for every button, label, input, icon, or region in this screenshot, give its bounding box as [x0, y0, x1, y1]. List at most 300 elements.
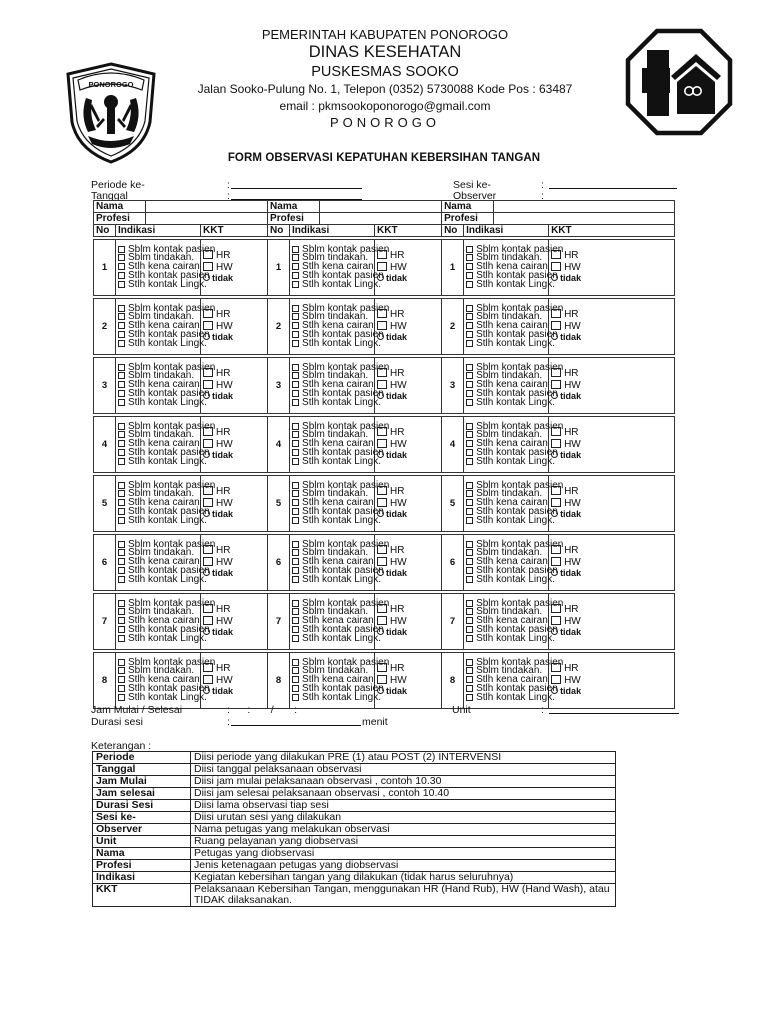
checkbox-icon[interactable] [292, 567, 299, 574]
checkbox-icon[interactable] [292, 667, 299, 674]
checkbox-icon[interactable] [203, 368, 213, 377]
checkbox-icon[interactable] [466, 499, 473, 506]
indikasi-option[interactable] [292, 691, 381, 703]
kkt-option-hr[interactable] [551, 309, 672, 321]
checkbox-icon[interactable] [203, 604, 213, 613]
kkt-option-hr[interactable] [551, 663, 672, 675]
checkbox-icon[interactable] [203, 309, 213, 318]
kkt-option-hw[interactable] [377, 380, 439, 392]
nama-field-1[interactable] [320, 201, 441, 212]
kkt-option-hr[interactable] [377, 309, 439, 321]
checkbox-icon[interactable] [118, 490, 125, 497]
kkt-option-hw[interactable] [377, 616, 439, 628]
checkbox-icon[interactable] [118, 676, 125, 683]
checkbox-icon[interactable] [203, 427, 213, 436]
checkbox-icon[interactable] [292, 617, 299, 624]
checkbox-icon[interactable] [466, 440, 473, 447]
checkbox-icon[interactable] [466, 567, 473, 574]
kkt-option-hr[interactable] [551, 368, 672, 380]
indikasi-option[interactable] [118, 691, 207, 703]
checkbox-icon[interactable] [118, 364, 125, 371]
checkbox-icon[interactable] [292, 390, 299, 397]
tanggal-field[interactable] [231, 189, 362, 200]
durasi-field[interactable] [231, 715, 361, 726]
checkbox-icon[interactable] [466, 659, 473, 666]
indikasi-option[interactable] [292, 573, 381, 585]
checkbox-icon[interactable] [292, 549, 299, 556]
indikasi-option[interactable] [466, 337, 555, 349]
kkt-option-hr[interactable] [203, 545, 265, 557]
kkt-option-hw[interactable] [377, 498, 439, 510]
checkbox-icon[interactable] [118, 617, 125, 624]
checkbox-icon[interactable] [118, 499, 125, 506]
checkbox-icon[interactable] [377, 262, 387, 271]
checkbox-icon[interactable] [292, 263, 299, 270]
kkt-option-hr[interactable] [377, 368, 439, 380]
checkbox-icon[interactable] [466, 541, 473, 548]
kkt-option-hw[interactable] [551, 262, 672, 274]
checkbox-icon[interactable] [203, 321, 213, 330]
checkbox-icon[interactable] [292, 440, 299, 447]
checkbox-icon[interactable] [118, 517, 125, 524]
checkbox-icon[interactable] [377, 675, 387, 684]
checkbox-icon[interactable] [203, 557, 213, 566]
checkbox-icon[interactable] [466, 431, 473, 438]
kkt-option-hw[interactable] [377, 321, 439, 333]
checkbox-icon[interactable] [292, 508, 299, 515]
checkbox-icon[interactable] [551, 380, 561, 389]
checkbox-icon[interactable] [292, 305, 299, 312]
kkt-option-tidak[interactable] [377, 627, 439, 639]
indikasi-option[interactable] [466, 278, 555, 290]
kkt-option-hw[interactable] [377, 557, 439, 569]
checkbox-icon[interactable] [292, 482, 299, 489]
radio-icon[interactable] [377, 451, 384, 458]
kkt-option-hr[interactable] [377, 663, 439, 675]
radio-icon[interactable] [203, 333, 210, 340]
radio-icon[interactable] [203, 510, 210, 517]
checkbox-icon[interactable] [118, 254, 125, 261]
radio-icon[interactable] [203, 392, 210, 399]
radio-icon[interactable] [377, 687, 384, 694]
checkbox-icon[interactable] [118, 322, 125, 329]
checkbox-icon[interactable] [118, 281, 125, 288]
kkt-option-tidak[interactable] [551, 509, 672, 521]
checkbox-icon[interactable] [466, 399, 473, 406]
radio-icon[interactable] [551, 451, 558, 458]
kkt-option-tidak[interactable] [377, 450, 439, 462]
checkbox-icon[interactable] [466, 635, 473, 642]
checkbox-icon[interactable] [466, 558, 473, 565]
radio-icon[interactable] [203, 628, 210, 635]
checkbox-icon[interactable] [377, 321, 387, 330]
kkt-option-tidak[interactable] [551, 332, 672, 344]
checkbox-icon[interactable] [118, 340, 125, 347]
checkbox-icon[interactable] [292, 600, 299, 607]
checkbox-icon[interactable] [551, 557, 561, 566]
checkbox-icon[interactable] [118, 541, 125, 548]
checkbox-icon[interactable] [466, 246, 473, 253]
kkt-option-tidak[interactable] [377, 391, 439, 403]
kkt-option-tidak[interactable] [377, 686, 439, 698]
checkbox-icon[interactable] [118, 694, 125, 701]
kkt-option-hw[interactable] [203, 557, 265, 569]
checkbox-icon[interactable] [118, 372, 125, 379]
checkbox-icon[interactable] [466, 263, 473, 270]
checkbox-icon[interactable] [203, 250, 213, 259]
kkt-option-tidak[interactable] [203, 686, 265, 698]
kkt-option-hw[interactable] [203, 439, 265, 451]
indikasi-option[interactable] [118, 514, 207, 526]
checkbox-icon[interactable] [466, 576, 473, 583]
kkt-option-hw[interactable] [551, 321, 672, 333]
checkbox-icon[interactable] [551, 604, 561, 613]
indikasi-option[interactable] [292, 337, 381, 349]
checkbox-icon[interactable] [551, 427, 561, 436]
checkbox-icon[interactable] [466, 281, 473, 288]
kkt-option-hw[interactable] [203, 616, 265, 628]
radio-icon[interactable] [551, 333, 558, 340]
checkbox-icon[interactable] [377, 309, 387, 318]
kkt-option-hr[interactable] [203, 604, 265, 616]
kkt-option-hw[interactable] [551, 675, 672, 687]
kkt-option-hw[interactable] [377, 439, 439, 451]
checkbox-icon[interactable] [118, 685, 125, 692]
radio-icon[interactable] [377, 274, 384, 281]
checkbox-icon[interactable] [377, 604, 387, 613]
checkbox-icon[interactable] [377, 557, 387, 566]
kkt-option-tidak[interactable] [203, 509, 265, 521]
kkt-option-tidak[interactable] [551, 627, 672, 639]
indikasi-option[interactable] [292, 632, 381, 644]
checkbox-icon[interactable] [118, 272, 125, 279]
checkbox-icon[interactable] [118, 600, 125, 607]
kkt-option-hw[interactable] [203, 262, 265, 274]
checkbox-icon[interactable] [292, 281, 299, 288]
checkbox-icon[interactable] [377, 486, 387, 495]
kkt-option-hw[interactable] [203, 321, 265, 333]
checkbox-icon[interactable] [292, 659, 299, 666]
checkbox-icon[interactable] [466, 331, 473, 338]
checkbox-icon[interactable] [466, 305, 473, 312]
checkbox-icon[interactable] [292, 490, 299, 497]
checkbox-icon[interactable] [377, 368, 387, 377]
checkbox-icon[interactable] [118, 381, 125, 388]
kkt-option-tidak[interactable] [203, 568, 265, 580]
unit-field[interactable] [549, 703, 679, 714]
checkbox-icon[interactable] [292, 246, 299, 253]
checkbox-icon[interactable] [551, 262, 561, 271]
checkbox-icon[interactable] [292, 685, 299, 692]
checkbox-icon[interactable] [118, 626, 125, 633]
checkbox-icon[interactable] [118, 458, 125, 465]
radio-icon[interactable] [377, 333, 384, 340]
checkbox-icon[interactable] [118, 449, 125, 456]
checkbox-icon[interactable] [118, 431, 125, 438]
periode-field[interactable] [231, 178, 362, 189]
kkt-option-hw[interactable] [203, 675, 265, 687]
kkt-option-hw[interactable] [551, 439, 672, 451]
kkt-option-hr[interactable] [203, 663, 265, 675]
checkbox-icon[interactable] [292, 340, 299, 347]
checkbox-icon[interactable] [203, 675, 213, 684]
radio-icon[interactable] [203, 687, 210, 694]
radio-icon[interactable] [377, 569, 384, 576]
checkbox-icon[interactable] [466, 272, 473, 279]
kkt-option-tidak[interactable] [203, 627, 265, 639]
checkbox-icon[interactable] [292, 694, 299, 701]
kkt-option-hr[interactable] [377, 486, 439, 498]
kkt-option-tidak[interactable] [551, 568, 672, 580]
checkbox-icon[interactable] [203, 545, 213, 554]
kkt-option-hw[interactable] [551, 616, 672, 628]
kkt-option-tidak[interactable] [377, 509, 439, 521]
checkbox-icon[interactable] [118, 390, 125, 397]
kkt-option-tidak[interactable] [551, 686, 672, 698]
kkt-option-tidak[interactable] [377, 273, 439, 285]
checkbox-icon[interactable] [292, 423, 299, 430]
checkbox-icon[interactable] [203, 498, 213, 507]
checkbox-icon[interactable] [377, 616, 387, 625]
checkbox-icon[interactable] [466, 423, 473, 430]
checkbox-icon[interactable] [292, 499, 299, 506]
checkbox-icon[interactable] [292, 608, 299, 615]
checkbox-icon[interactable] [203, 616, 213, 625]
kkt-option-hr[interactable] [203, 309, 265, 321]
indikasi-option[interactable] [466, 632, 555, 644]
indikasi-option[interactable] [118, 278, 207, 290]
checkbox-icon[interactable] [118, 567, 125, 574]
checkbox-icon[interactable] [466, 549, 473, 556]
checkbox-icon[interactable] [466, 626, 473, 633]
kkt-option-hr[interactable] [551, 486, 672, 498]
checkbox-icon[interactable] [466, 313, 473, 320]
kkt-option-hr[interactable] [203, 486, 265, 498]
indikasi-option[interactable] [292, 455, 381, 467]
checkbox-icon[interactable] [551, 486, 561, 495]
checkbox-icon[interactable] [292, 541, 299, 548]
indikasi-option[interactable] [292, 396, 381, 408]
kkt-option-hr[interactable] [551, 545, 672, 557]
checkbox-icon[interactable] [118, 423, 125, 430]
checkbox-icon[interactable] [551, 498, 561, 507]
checkbox-icon[interactable] [203, 663, 213, 672]
checkbox-icon[interactable] [118, 549, 125, 556]
indikasi-option[interactable] [466, 691, 555, 703]
kkt-option-hw[interactable] [377, 675, 439, 687]
checkbox-icon[interactable] [292, 626, 299, 633]
indikasi-option[interactable] [118, 573, 207, 585]
kkt-option-hr[interactable] [551, 427, 672, 439]
indikasi-option[interactable] [292, 278, 381, 290]
kkt-option-tidak[interactable] [203, 273, 265, 285]
radio-icon[interactable] [203, 451, 210, 458]
checkbox-icon[interactable] [377, 380, 387, 389]
checkbox-icon[interactable] [118, 482, 125, 489]
checkbox-icon[interactable] [551, 675, 561, 684]
profesi-field-0[interactable] [146, 213, 267, 224]
radio-icon[interactable] [551, 510, 558, 517]
checkbox-icon[interactable] [292, 458, 299, 465]
checkbox-icon[interactable] [118, 263, 125, 270]
checkbox-icon[interactable] [551, 545, 561, 554]
checkbox-icon[interactable] [466, 508, 473, 515]
kkt-option-hw[interactable] [551, 557, 672, 569]
kkt-option-hr[interactable] [377, 545, 439, 557]
checkbox-icon[interactable] [292, 372, 299, 379]
profesi-field-2[interactable] [494, 213, 674, 224]
checkbox-icon[interactable] [292, 322, 299, 329]
radio-icon[interactable] [203, 274, 210, 281]
checkbox-icon[interactable] [118, 635, 125, 642]
kkt-option-hr[interactable] [377, 250, 439, 262]
checkbox-icon[interactable] [118, 558, 125, 565]
checkbox-icon[interactable] [551, 321, 561, 330]
radio-icon[interactable] [551, 628, 558, 635]
checkbox-icon[interactable] [118, 399, 125, 406]
checkbox-icon[interactable] [292, 558, 299, 565]
checkbox-icon[interactable] [466, 482, 473, 489]
checkbox-icon[interactable] [466, 381, 473, 388]
checkbox-icon[interactable] [292, 576, 299, 583]
profesi-field-1[interactable] [320, 213, 441, 224]
radio-icon[interactable] [377, 628, 384, 635]
checkbox-icon[interactable] [292, 331, 299, 338]
checkbox-icon[interactable] [466, 372, 473, 379]
indikasi-option[interactable] [292, 514, 381, 526]
checkbox-icon[interactable] [466, 676, 473, 683]
checkbox-icon[interactable] [466, 449, 473, 456]
indikasi-option[interactable] [118, 632, 207, 644]
kkt-option-hw[interactable] [551, 498, 672, 510]
checkbox-icon[interactable] [551, 309, 561, 318]
checkbox-icon[interactable] [466, 458, 473, 465]
checkbox-icon[interactable] [466, 667, 473, 674]
checkbox-icon[interactable] [466, 685, 473, 692]
checkbox-icon[interactable] [118, 246, 125, 253]
radio-icon[interactable] [551, 392, 558, 399]
indikasi-option[interactable] [118, 337, 207, 349]
checkbox-icon[interactable] [118, 576, 125, 583]
checkbox-icon[interactable] [292, 272, 299, 279]
checkbox-icon[interactable] [118, 305, 125, 312]
kkt-option-hw[interactable] [377, 262, 439, 274]
checkbox-icon[interactable] [118, 331, 125, 338]
checkbox-icon[interactable] [292, 381, 299, 388]
checkbox-icon[interactable] [292, 254, 299, 261]
checkbox-icon[interactable] [466, 254, 473, 261]
indikasi-option[interactable] [466, 455, 555, 467]
radio-icon[interactable] [551, 569, 558, 576]
checkbox-icon[interactable] [466, 364, 473, 371]
nama-field-0[interactable] [146, 201, 267, 212]
checkbox-icon[interactable] [466, 694, 473, 701]
kkt-option-hr[interactable] [551, 250, 672, 262]
checkbox-icon[interactable] [292, 313, 299, 320]
checkbox-icon[interactable] [551, 439, 561, 448]
checkbox-icon[interactable] [377, 250, 387, 259]
checkbox-icon[interactable] [466, 340, 473, 347]
checkbox-icon[interactable] [466, 517, 473, 524]
indikasi-option[interactable] [118, 455, 207, 467]
jam-field[interactable]: : : / : [227, 704, 298, 716]
kkt-option-tidak[interactable] [551, 450, 672, 462]
radio-icon[interactable] [551, 687, 558, 694]
kkt-option-hw[interactable] [551, 380, 672, 392]
kkt-option-tidak[interactable] [203, 332, 265, 344]
checkbox-icon[interactable] [292, 364, 299, 371]
radio-icon[interactable] [377, 510, 384, 517]
kkt-option-hr[interactable] [377, 427, 439, 439]
kkt-option-hw[interactable] [203, 498, 265, 510]
checkbox-icon[interactable] [292, 399, 299, 406]
kkt-option-tidak[interactable] [377, 568, 439, 580]
checkbox-icon[interactable] [377, 439, 387, 448]
checkbox-icon[interactable] [203, 380, 213, 389]
checkbox-icon[interactable] [292, 431, 299, 438]
checkbox-icon[interactable] [377, 498, 387, 507]
checkbox-icon[interactable] [551, 368, 561, 377]
radio-icon[interactable] [377, 392, 384, 399]
kkt-option-hr[interactable] [551, 604, 672, 616]
kkt-option-tidak[interactable] [203, 391, 265, 403]
checkbox-icon[interactable] [292, 517, 299, 524]
kkt-option-hr[interactable] [203, 427, 265, 439]
checkbox-icon[interactable] [377, 427, 387, 436]
kkt-option-hr[interactable] [203, 368, 265, 380]
checkbox-icon[interactable] [377, 663, 387, 672]
kkt-option-tidak[interactable] [551, 273, 672, 285]
kkt-option-tidak[interactable] [377, 332, 439, 344]
checkbox-icon[interactable] [466, 390, 473, 397]
checkbox-icon[interactable] [466, 600, 473, 607]
checkbox-icon[interactable] [551, 616, 561, 625]
kkt-option-hr[interactable] [377, 604, 439, 616]
indikasi-option[interactable] [466, 514, 555, 526]
kkt-option-tidak[interactable] [551, 391, 672, 403]
radio-icon[interactable] [551, 274, 558, 281]
checkbox-icon[interactable] [118, 508, 125, 515]
checkbox-icon[interactable] [551, 250, 561, 259]
checkbox-icon[interactable] [118, 313, 125, 320]
checkbox-icon[interactable] [292, 635, 299, 642]
checkbox-icon[interactable] [551, 663, 561, 672]
sesi-field[interactable] [549, 178, 677, 189]
checkbox-icon[interactable] [292, 449, 299, 456]
checkbox-icon[interactable] [203, 262, 213, 271]
nama-field-2[interactable] [494, 201, 674, 212]
checkbox-icon[interactable] [377, 545, 387, 554]
checkbox-icon[interactable] [203, 439, 213, 448]
checkbox-icon[interactable] [118, 659, 125, 666]
indikasi-option[interactable] [466, 396, 555, 408]
checkbox-icon[interactable] [466, 617, 473, 624]
checkbox-icon[interactable] [466, 608, 473, 615]
checkbox-icon[interactable] [118, 440, 125, 447]
indikasi-option[interactable] [466, 573, 555, 585]
kkt-option-tidak[interactable] [203, 450, 265, 462]
indikasi-option[interactable] [118, 396, 207, 408]
kkt-option-hr[interactable] [203, 250, 265, 262]
checkbox-icon[interactable] [203, 486, 213, 495]
radio-icon[interactable] [203, 569, 210, 576]
checkbox-icon[interactable] [118, 667, 125, 674]
checkbox-icon[interactable] [292, 676, 299, 683]
checkbox-icon[interactable] [466, 322, 473, 329]
checkbox-icon[interactable] [118, 608, 125, 615]
checkbox-icon[interactable] [466, 490, 473, 497]
kkt-option-hw[interactable] [203, 380, 265, 392]
